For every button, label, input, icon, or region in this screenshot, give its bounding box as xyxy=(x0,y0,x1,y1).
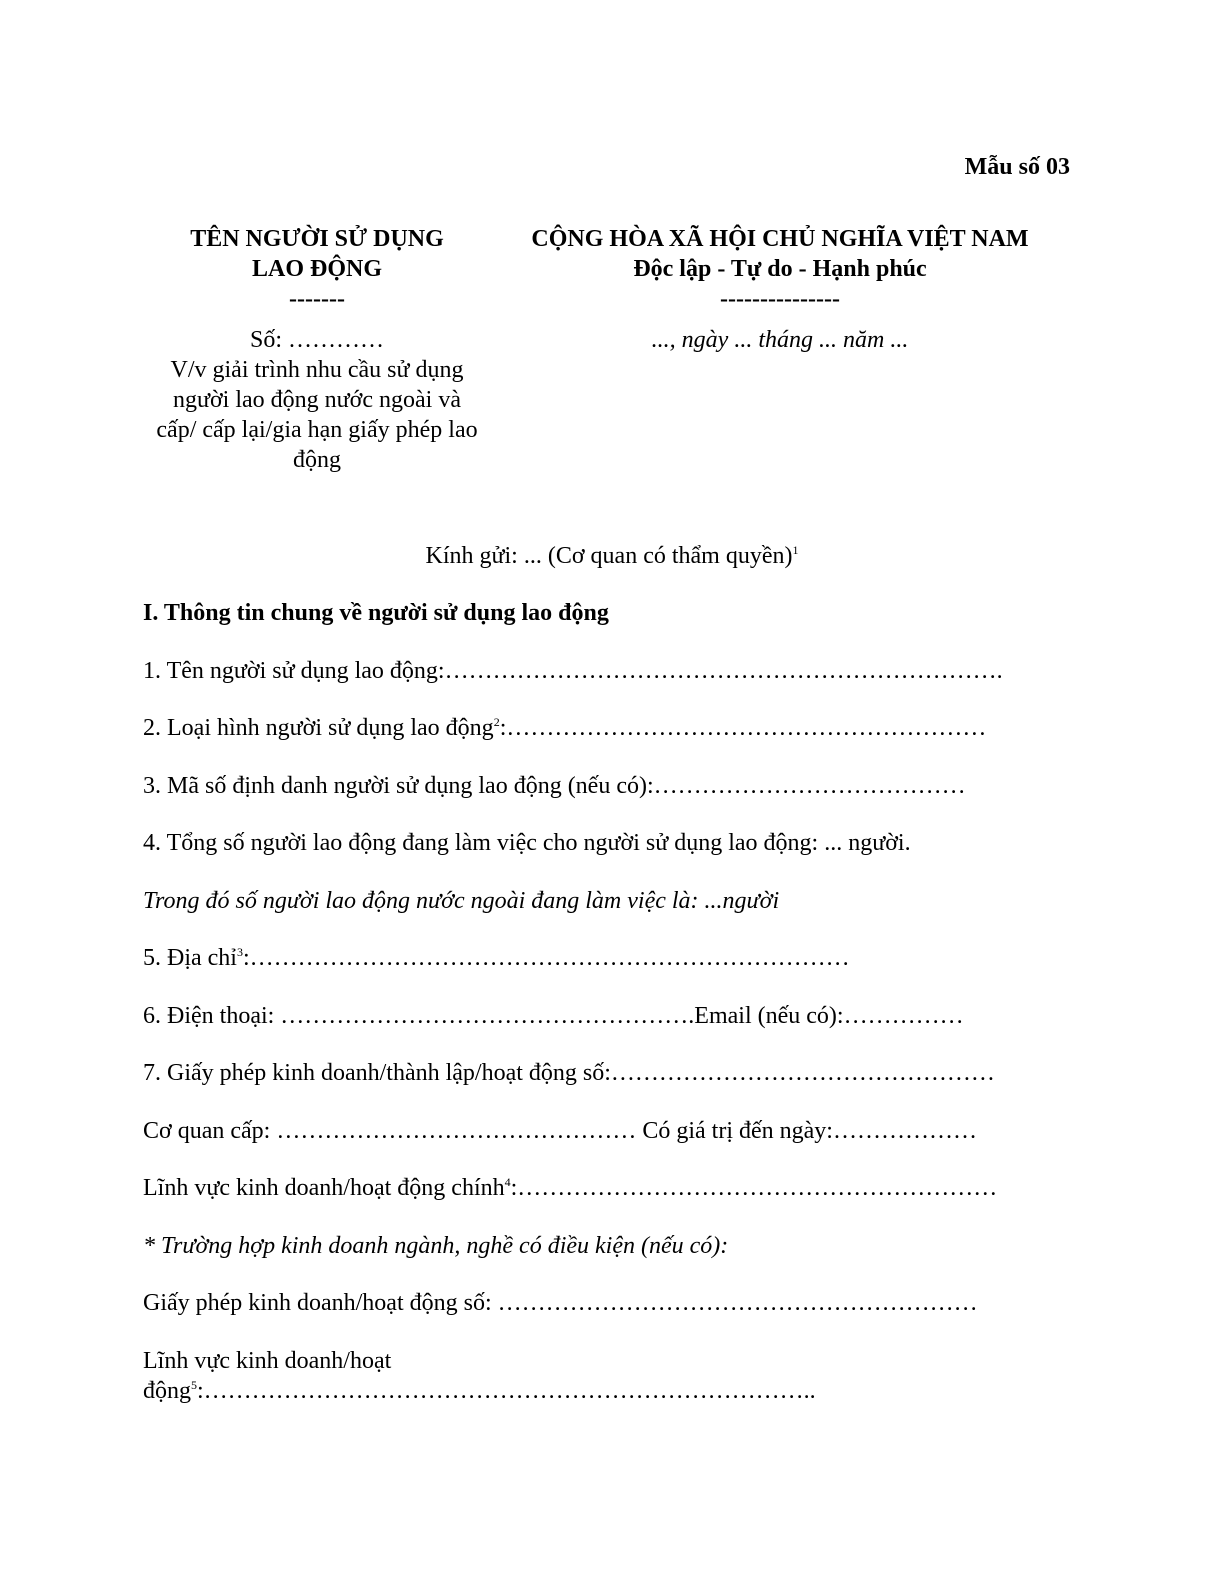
form-number: Mẫu số 03 xyxy=(964,154,1070,180)
address-footnote: 3 xyxy=(236,945,243,959)
field-foreign-workers: Trong đó số người lao động nước ngoài đang làm việc là: ...người xyxy=(143,887,780,914)
employer-header xyxy=(134,224,500,475)
conditional-business-dots: :………………………………………………………………….. xyxy=(197,1377,816,1404)
recipient-line xyxy=(0,541,1224,571)
main-business-dots: :…………………………………………………… xyxy=(510,1175,998,1201)
conditional-business-footnote: 5 xyxy=(191,1377,197,1392)
date-line: ..., ngày ... tháng ... năm ... xyxy=(651,327,909,353)
field-issuer-validity: Cơ quan cấp: ……………………………………… Có giá trị đến ngày:……………… xyxy=(143,1117,977,1144)
address-label: 5. Địa chỉ xyxy=(143,945,237,971)
subject-line-1: V/v giải trình nhu cầu sử dụng xyxy=(170,357,464,383)
field-phone-email: 6. Điện thoại: …………………………………………….Email (nếu có):…………… xyxy=(143,1002,964,1029)
subject-line-4: động xyxy=(293,447,341,473)
field-employer-name: 1. Tên người sử dụng lao động:……………………………………………………………. xyxy=(143,657,1003,684)
section-title: I. Thông tin chung về người sử dụng lao động xyxy=(143,600,609,626)
employer-name-line1: TÊN NGƯỜI SỬ DỤNG xyxy=(190,226,444,252)
field-address xyxy=(143,943,1083,1001)
national-motto: Độc lập - Tự do - Hạnh phúc xyxy=(633,256,927,282)
employer-type-dots: :…………………………………………………… xyxy=(499,715,987,741)
recipient-footnote: 1 xyxy=(792,543,799,557)
field-total-workers: 4. Tổng số người lao động đang làm việc cho người sử dụng lao động: ... người. xyxy=(143,830,911,856)
conditional-business-line2 xyxy=(143,1376,1083,1406)
conditional-business-label-line1: Lĩnh vực kinh doanh/hoạt xyxy=(143,1347,392,1374)
employer-name-line2: LAO ĐỘNG xyxy=(251,256,382,282)
conditional-business-label-line2: động xyxy=(143,1377,191,1404)
employer-type-label: 2. Loại hình người sử dụng lao động xyxy=(143,715,494,741)
field-employer-type xyxy=(143,713,1083,771)
document-number: Số: ………… xyxy=(249,327,384,353)
address-dots: :………………………………………………………………… xyxy=(242,945,850,971)
country-name: CỘNG HÒA XÃ HỘI CHỦ NGHĨA VIỆT NAM xyxy=(531,226,1029,252)
field-conditional-business xyxy=(143,1346,1083,1406)
national-header xyxy=(500,224,1060,355)
main-business-label: Lĩnh vực kinh doanh/hoạt động chính xyxy=(143,1175,505,1201)
subject-line-2: người lao động nước ngoài và xyxy=(172,387,461,413)
field-conditional-license: Giấy phép kinh doanh/hoạt động số: …………………………………………………… xyxy=(143,1290,978,1316)
section-general-info xyxy=(143,598,1083,1406)
field-main-business xyxy=(143,1173,1083,1231)
recipient-text: Kính gửi: ... (Cơ quan có thẩm quyền) xyxy=(425,543,793,569)
employer-divider: ------- xyxy=(289,286,345,312)
national-divider: --------------- xyxy=(720,286,840,312)
field-employer-id: 3. Mã số định danh người sử dụng lao động (nếu có):………………………………… xyxy=(143,772,966,799)
subject-line-3: cấp/ cấp lại/gia hạn giấy phép lao xyxy=(156,417,478,443)
conditional-business-note: * Trường hợp kinh doanh ngành, nghề có điều kiện (nếu có): xyxy=(143,1232,729,1259)
employer-type-footnote: 2 xyxy=(493,715,500,729)
field-business-license: 7. Giấy phép kinh doanh/thành lập/hoạt động số:………………………………………… xyxy=(143,1060,995,1086)
main-business-footnote: 4 xyxy=(504,1175,511,1189)
